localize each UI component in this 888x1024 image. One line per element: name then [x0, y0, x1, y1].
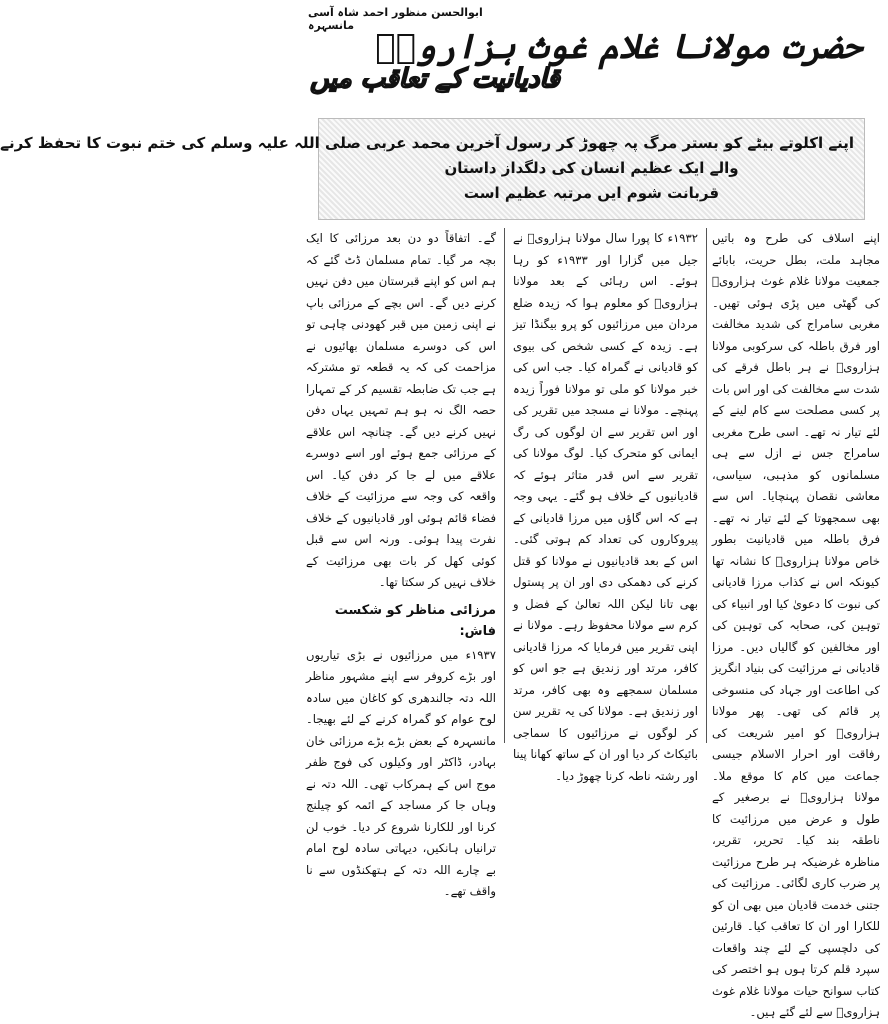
text-column-3 — [306, 228, 496, 898]
column-divider — [706, 228, 707, 743]
paragraph: ۱۹۳۷ء میں مرزائیوں نے بڑی تیاریوں اور بڑے کروفر سے اپنے مشہور مناظر اللہ دتہ جالندھری کو کاغان میں سادہ لوح عوام کو گمراہ کرنے کے لئے بھیجا۔ مانسہرہ کے بعض بڑے بڑے مرزائی خان بہادر، ڈاکٹر اور وکیلوں کی فوج ظفر موج اس کے ہمرکاب تھی۔ اللہ دتہ نے وہاں جا کر مساجد کے ائمہ کو چیلنج کرنا اور للکارنا شروع کر دیا۔ خوب لن ترانیاں ہانکیں، دیہاتی سادہ لوح امام بے چارے اللہ دتہ کے ہتھکنڈوں سے نا واقف تھے۔ — [306, 647, 496, 898]
article-subtitle: قادیانیت کے تعاقب میں — [310, 64, 560, 94]
intro-line: اپنے اکلوتے بیٹے کو بستر مرگ پہ چھوڑ کر رسول آخرین محمد عربی صلی اللہ علیہ وسلم کی ختم نبوت کا تحفظ کرنے — [0, 134, 854, 152]
text-column-2 — [513, 228, 698, 783]
article-title: حضرت مولانا غلام غوث ہزارویؒ — [375, 27, 862, 67]
text-column-1 — [712, 228, 880, 1019]
intro-line: والے ایک عظیم انسان کی دلگداز داستان — [444, 159, 739, 177]
section-heading: مرزائی مناظر کو شکست فاش: — [334, 602, 496, 639]
paragraph: ۱۹۳۲ء کا پورا سال مولانا ہزارویؒ نے جیل میں گزارا اور ۱۹۳۳ء کو رہا ہوئے۔ اس رہائی کے بعد مولانا ہزارویؒ کو معلوم ہوا کہ زیدہ ضلع مردان میں مرزائیوں کو پرو بیگنڈا تیز ہے۔ زیدہ کے کسی شخص کی بیوی کو قادیانی نے گمراہ کیا۔ جب اس کی خبر مولانا کو ملی تو مولانا فوراً زیدہ پہنچے۔ مولانا نے مسجد میں تقریر کی اور اس تقریر سے ان لوگوں کی رگ ایمانی کو متحرک کیا۔ لوگ مولانا کی تقریر سے اس قدر متاثر ہوئے کہ قادیانیوں کے خلاف ہو گئے۔ یہی وجہ ہے کہ اس گاؤں میں مرزا قادیانی کے پیروکاروں کی تعداد کم ہوتی گئی۔ اس کے بعد قادیانیوں نے مولانا کو قتل کرنے کی دھمکی دی اور ان پر پستول بھی تانا لیکن اللہ تعالیٰ کے فضل و کرم سے مولانا محفوظ رہے۔ مولانا نے اپنی تقریر میں فرمایا کہ مرزا قادیانی کافر، مرتد اور زندیق ہے جو اس کو مسلمان سمجھے وہ بھی کافر، مرتد اور زندیق ہے۔ مولانا کی یہ تقریر سن کر لوگوں نے مرزائیوں کا سماجی بائیکاٹ کر دیا اور ان کے ساتھ کھانا پینا اور رشتہ ناطہ کرنا چھوڑ دیا۔ — [513, 231, 698, 783]
column-divider — [504, 228, 505, 743]
paragraph: اپنے اسلاف کی طرح وہ باتیں مجاہد ملت، بطل حریت، بابائے جمعیت مولانا غلام غوث ہزارویؒ کی گھٹی میں پڑی ہوئی تھیں۔ مغربی سامراج کی شدید مخالفت اور فرق باطلہ کی سرکوبی مولانا ہزارویؒ نے ہر باطل فرقے کی شدت سے مخالفت کی اور اس بات پر کسی مصلحت سے کام لینے کے لئے تیار نہ تھے۔ اسی طرح مغربی سامراج جس نے ازل سے ہی مسلمانوں کو مذہبی، سیاسی، معاشی نقصان پہنچایا۔ اس سے بھی سمجھوتا کے لئے تیار نہ تھے۔ فرق باطلہ میں قادیانیت بطور خاص مولانا ہزارویؒ کا نشانہ تھا کیونکہ اس نے کذاب مرزا قادیانی کی نبوت کا دعویٰ کیا اور انبیاء کی توہین کی، صحابہ کی توہین کی اور مخالفین کو گالیاں دیں۔ مرزا قادیانی نے مرزائیت کی بنیاد انگریز کی اطاعت اور جہاد کی منسوخی پر قائم کی تھی۔ پھر مولانا ہزارویؒ کو امیر شریعت کی رفاقت اور احرار الاسلام جیسی جماعت میں کام کا موقع ملا۔ مولانا ہزارویؒ نے برصغیر کے طول و عرض میں مرزائیت کا ناطقہ بند کیا۔ تحریر، تقریر، مناظرہ غرضیکہ ہر طرح مرزائیت پر ضرب کاری لگائی۔ مرزائیت کی جتنی خدمت قادیان میں بھی ان کو للکارا اور ان کا تعاقب کیا۔ قارئین کی دلچسپی کے لئے چند واقعات سپرد قلم کرتا ہوں ہو اختصر کی کتاب سوانح حیات مولانا غلام غوث ہزارویؒ سے لئے گئے ہیں۔ — [712, 231, 880, 1019]
headline — [304, 24, 882, 106]
paragraph: گے۔ اتفاقاً دو دن بعد مرزائی کا ایک بچہ مر گیا۔ تمام مسلمان ڈٹ گئے کہ ہم اس کو اپنے قبرستان میں دفن نہیں کرنے دیں گے۔ اس بچے کے مرزائی باپ نے اپنی زمین میں قبر کھودنی چاہی تو اس کی دوسرے مسلمان بھائیوں نے مزاحمت کی کہ یہ قطعہ تو مشترکہ ہے جب تک ضابطہ تقسیم کر کے تمہارا حصہ الگ نہ ہو ہم تمہیں یہاں دفن نہیں کرنے دیں گے۔ چنانچہ اس علاقے کے مرزائی جمع ہوئے اور اسے دوسرے علاقے میں لے جا کر دفن کیا۔ اس واقعہ کی وجہ سے مرزائیت کے خلاف فضاء قائم ہوئی اور قادیانیوں کے خلاف نفرت پیدا ہوئی۔ ورنہ اس سے قبل کوئی کھل کر بات بھی مرزائیت کے خلاف نہیں کر سکتا تھا۔ — [306, 231, 496, 589]
intro-box — [0, 118, 865, 220]
author-name: ابوالحسن منظور احمد شاہ آسی مانسہرہ — [308, 6, 483, 32]
intro-line: قربانت شوم ایں مرتبہ عظیم است — [463, 184, 720, 202]
